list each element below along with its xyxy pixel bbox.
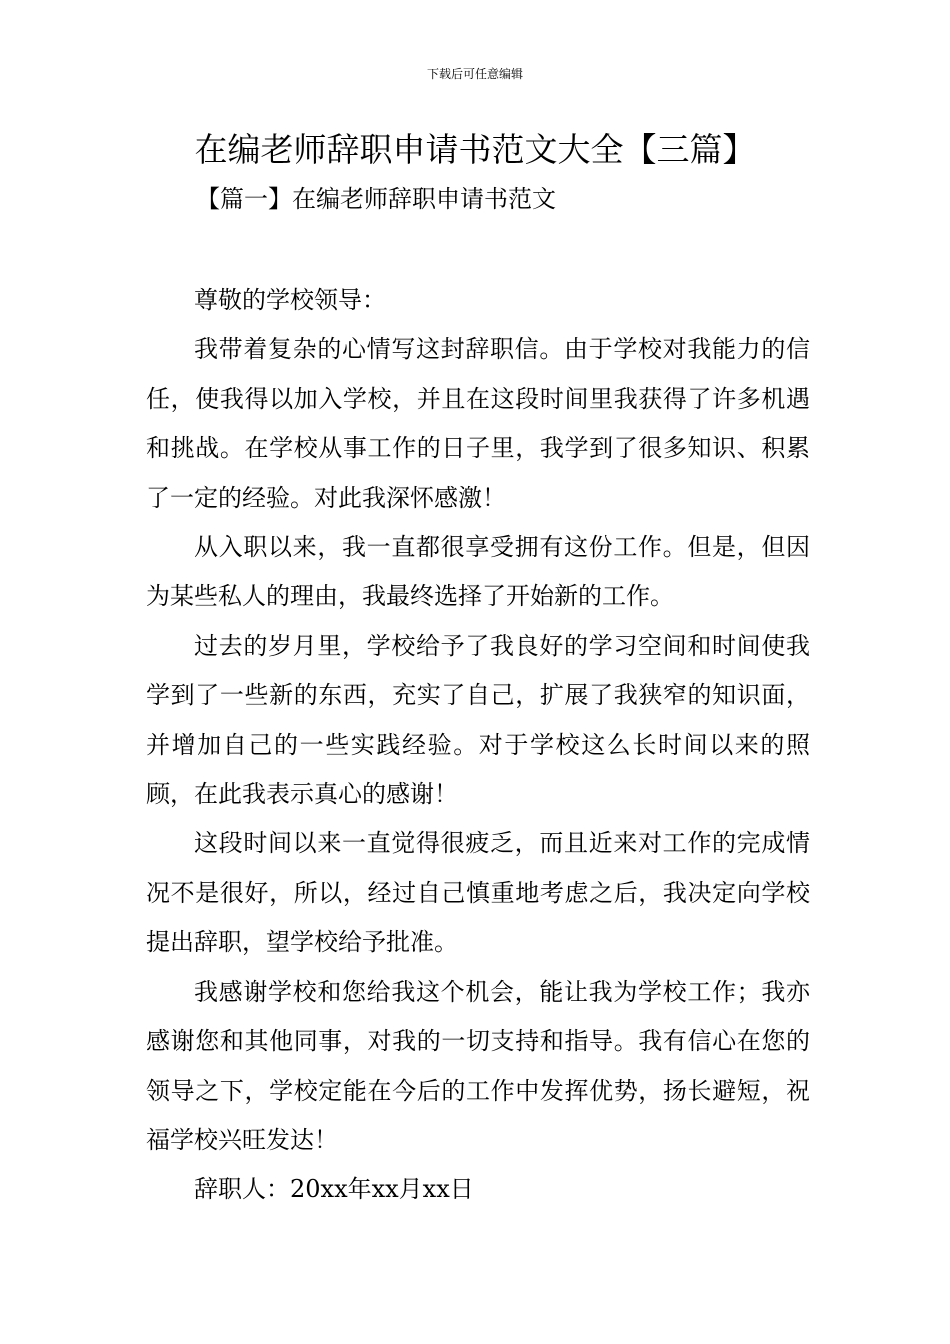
salutation: 尊敬的学校领导： [194, 286, 386, 314]
paragraph-5: 我感谢学校和您给我这个机会，能让我为学校工作；我亦感谢您和其他同事，对我的一切支持和指导。我有信心在您的领导之下，学校定能在今后的工作中发挥优势，扬长避短，祝福学校兴旺发达！ [146, 977, 810, 1154]
document-title: 在编老师辞职申请书范文大全【三篇】 [194, 130, 756, 169]
paragraph-3: 过去的岁月里，学校给予了我良好的学习空间和时间使我学到了一些新的东西，充实了自己，扩展了我狭窄的知识面，并增加自己的一些实践经验。对于学校这么长时间以来的照顾，在此我表示真心的感谢！ [146, 631, 810, 809]
paragraph-2: 从入职以来，我一直都很享受拥有这份工作。但是，但因为某些私人的理由，我最终选择了开始新的工作。 [146, 533, 810, 611]
header-note: 下载后可任意编辑 [426, 67, 523, 81]
section-heading: 【篇一】在编老师辞职申请书范文 [196, 185, 556, 213]
letter-body [146, 276, 810, 1215]
paragraph-1: 我带着复杂的心情写这封辞职信。由于学校对我能力的信任，使我得以加入学校，并且在这段时间里我获得了许多机遇和挑战。在学校从事工作的日子里，我学到了很多知识、积累了一定的经验。对此我深怀感激！ [146, 335, 810, 512]
paragraph-4: 这段时间以来一直觉得很疲乏，而且近来对工作的完成情况不是很好，所以，经过自己慎重地考虑之后，我决定向学校提出辞职，望学校给予批准。 [146, 829, 810, 957]
signature-line: 辞职人：20xx年xx月xx日 [194, 1175, 474, 1204]
